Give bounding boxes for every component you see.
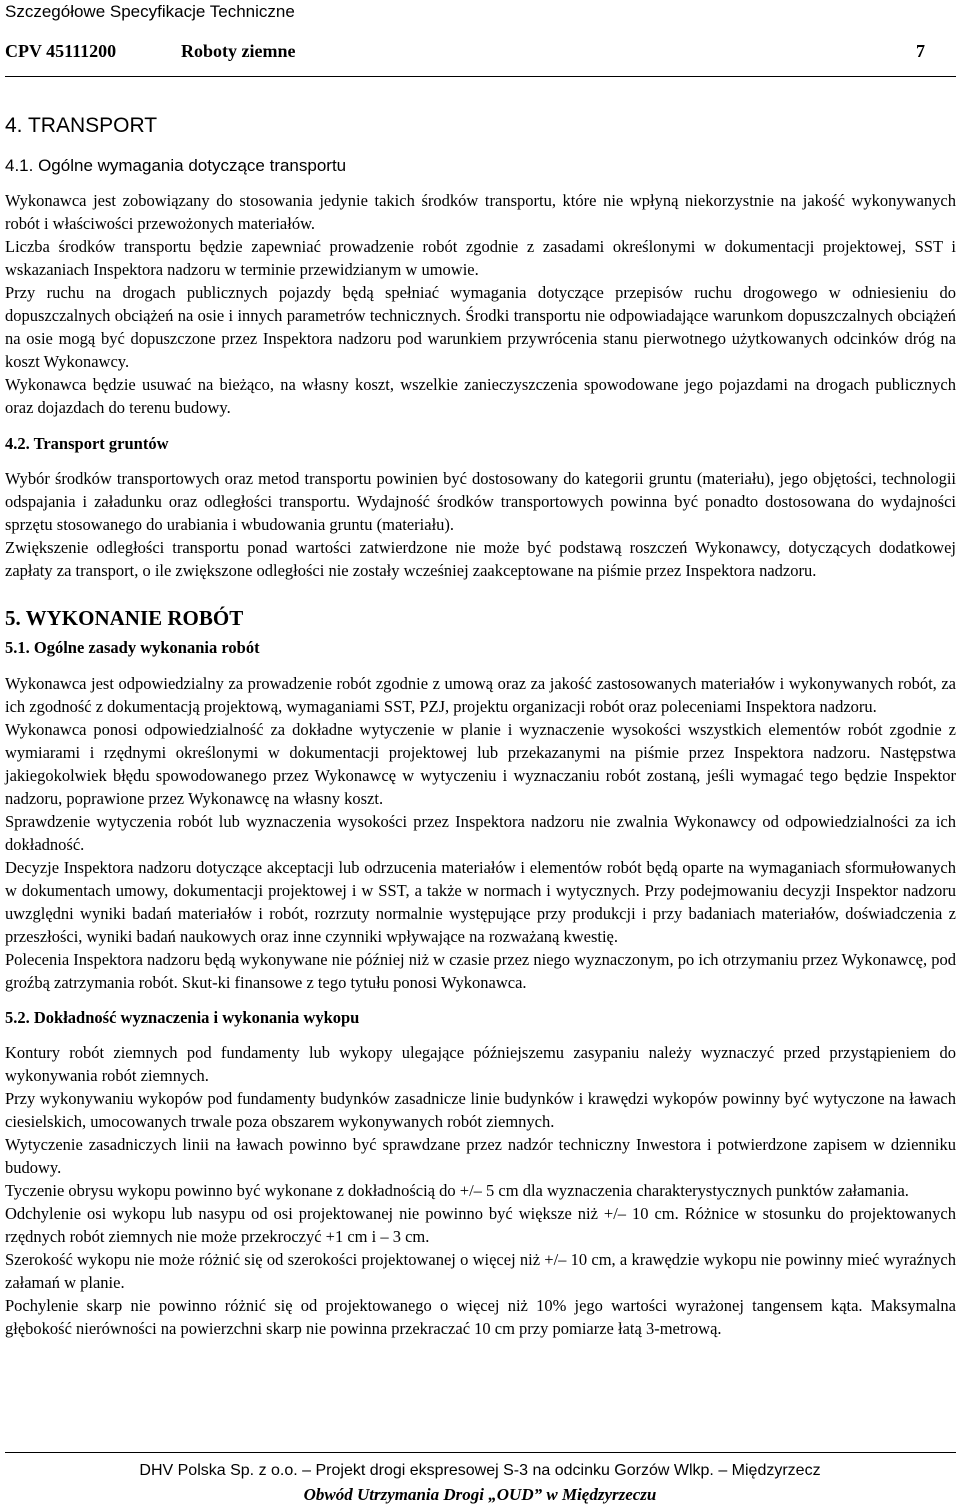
paragraph: Wybór środków transportowych oraz metod transportu powinien być dostosowany do kategorii gruntu (materiału), jego objętości, technologii odspajania i załadunku oraz odległości transportu. Wydajność środków transportowych powinna być ponadto dostosowana do wydajności sprzętu stosowanego do urabiania i wbudowania gruntu (materiału). (5, 469, 956, 534)
cpv-code: CPV 45111200 (5, 41, 117, 61)
paragraph: Szerokość wykopu nie może różnić się od szerokości projektowanej o więcej niż +/– 10 cm, a krawędzie wykopu nie powinny mieć wyraźnych załamań w planie. (5, 1250, 956, 1292)
paragraph: Tyczenie obrysu wykopu powinno być wykonane z dokładnością do +/– 5 cm dla wyznaczenia charakterystycznych punktów załamania. (5, 1181, 909, 1200)
document-body (5, 112, 956, 1340)
paragraph: Przy wykonywaniu wykopów pod fundamenty budynków zasadnicze linie budynków i krawędzi wykopów powinny być wytyczone na ławach ciesielskich, umocowanych trwale poza obszarem wykonywanych robót ziemnych. (5, 1089, 956, 1131)
paragraph: Przy ruchu na drogach publicznych pojazdy będą spełniać wymagania dotyczące przepisów ruchu drogowego w odniesieniu do dopuszczalnych obciążeń na osie i innych parametrów technicznych. Środki transportu nie odpowiadające warunkom dopuszczalnych obciążeń na osie mogą być dopuszczone przez Inspektora nadzoru pod warunkiem przywrócenia stanu pierwotnego użytkowanych odcinków dróg na koszt Wykonawcy. (5, 283, 956, 371)
paragraph: Wykonawca jest odpowiedzialny za prowadzenie robót zgodnie z umową oraz za jakość zastosowanych materiałów i wykonywanych robót, za ich zgodność z dokumentacją projektową, wymaganiami SST, PZJ, projektu organizacji robót oraz poleceniami Inspektora nadzoru. (5, 674, 956, 716)
work-name: Roboty ziemne (181, 41, 296, 61)
subsection-heading-5-1: 5.1. Ogólne zasady wykonania robót (5, 638, 260, 657)
paragraph: Odchylenie osi wykopu lub nasypu od osi projektowanej nie powinno być większe niż +/– 10 cm. Różnice w stosunku do projektowanych rzędnych robót ziemnych nie może przekroczyć +1 cm i – 3 cm. (5, 1204, 956, 1246)
paragraph: Decyzje Inspektora nadzoru dotyczące akceptacji lub odrzucenia materiałów i elementów robót będą oparte na wymaganiach sformułowanych w dokumentach umowy, dokumentacji projektowej i w SST, a także w normach i wytycznych. Przy podejmowaniu decyzji Inspektor nadzoru uwzględni wyniki badań materiałów i robót, rozrzuty normalnie występujące przy produkcji i przy badaniach materiałów, doświadczenia z przeszłości, wyniki badań naukowych oraz inne czynniki wpływające na rozważaną kwestię. (5, 858, 956, 946)
paragraph: Wykonawca jest zobowiązany do stosowania jedynie takich środków transportu, które nie wpłyną niekorzystnie na jakość wykonywanych robót i właściwości przewożonych materiałów. (5, 191, 956, 233)
subsection-heading-4-2: 4.2. Transport gruntów (5, 434, 169, 453)
paragraph: Sprawdzenie wytyczenia robót lub wyznaczenia wysokości przez Inspektora nadzoru nie zwalnia Wykonawcy od odpowiedzialności za ich dokładność. (5, 812, 956, 854)
section-heading-5: 5. WYKONANIE ROBÓT (5, 606, 244, 630)
paragraph: Zwiększenie odległości transportu ponad wartości zatwierdzone nie może być podstawą roszczeń Wykonawcy, dotyczących dodatkowej zapłaty za transport, o ile zwiększone odległości nie zostały wcześniej zaakceptowane na piśmie przez Inspektora nadzoru. (5, 538, 956, 580)
paragraph: Wytyczenie zasadniczych linii na ławach powinno być sprawdzane przez nadzór techniczny Inwestora i potwierdzone zapisem w dzienniku budowy. (5, 1135, 956, 1177)
section-heading-4: 4. TRANSPORT (5, 114, 158, 137)
paragraph: Wykonawca ponosi odpowiedzialność za dokładne wytyczenie w planie i wyznaczenie wysokości wszystkich elementów robót zgodnie z wymiarami i rzędnymi określonymi w dokumentacji projektowej lub przekazanymi na piśmie przez Inspektora nadzoru. Następstwa jakiegokolwiek błędu spowodowanego przez Wykonawcę w wytyczeniu i wyznaczaniu robót zostaną, jeśli wymagać tego będzie Inspektor nadzoru, poprawione przez Wykonawcę na własny koszt. (5, 720, 956, 808)
paragraph: Wykonawca będzie usuwać na bieżąco, na własny koszt, wszelkie zanieczyszczenia spowodowane jego pojazdami na drogach publicznych oraz dojazdach do terenu budowy. (5, 375, 956, 417)
paragraph: Polecenia Inspektora nadzoru będą wykonywane nie później niż w czasie przez niego wyznaczonym, po ich otrzymaniu przez Wykonawcę, pod groźbą zatrzymania robót. Skut-ki finansowe z tego tytułu ponosi Wykonawca. (5, 950, 956, 992)
paragraph: Pochylenie skarp nie powinno różnić się od projektowanego o więcej niż 10% jego wartości wyrażonej tangensem kąta. Maksymalna głębokość nierówności na powierzchni skarp nie powinna przekraczać 10 cm przy pomiarze łatą 3-metrową. (5, 1296, 956, 1338)
header-divider (5, 76, 956, 77)
footer-office-line: Obwód Utrzymania Drogi „OUD” w Międzyrzeczu (303, 1485, 657, 1504)
subsection-heading-4-1: 4.1. Ogólne wymagania dotyczące transportu (5, 156, 347, 175)
page-number: 7 (916, 41, 925, 61)
paragraph: Kontury robót ziemnych pod fundamenty lub wykopy ulegające późniejszemu zasypaniu należy wyznaczyć przed przystąpieniem do wykonywania robót ziemnych. (5, 1043, 956, 1085)
footer-project-line: DHV Polska Sp. z o.o. – Projekt drogi ekspresowej S-3 na odcinku Gorzów Wlkp. – Międzyrzecz (139, 1462, 821, 1479)
document-title: Szczegółowe Specyfikacje Techniczne (5, 2, 295, 21)
footer-divider (5, 1452, 956, 1453)
subsection-heading-5-2: 5.2. Dokładność wyznaczenia i wykonania wykopu (5, 1008, 360, 1027)
paragraph: Liczba środków transportu będzie zapewniać prowadzenie robót zgodnie z zasadami określonymi w dokumentacji projektowej, SST i wskazaniach Inspektora nadzoru w terminie przewidzianym w umowie. (5, 237, 956, 279)
